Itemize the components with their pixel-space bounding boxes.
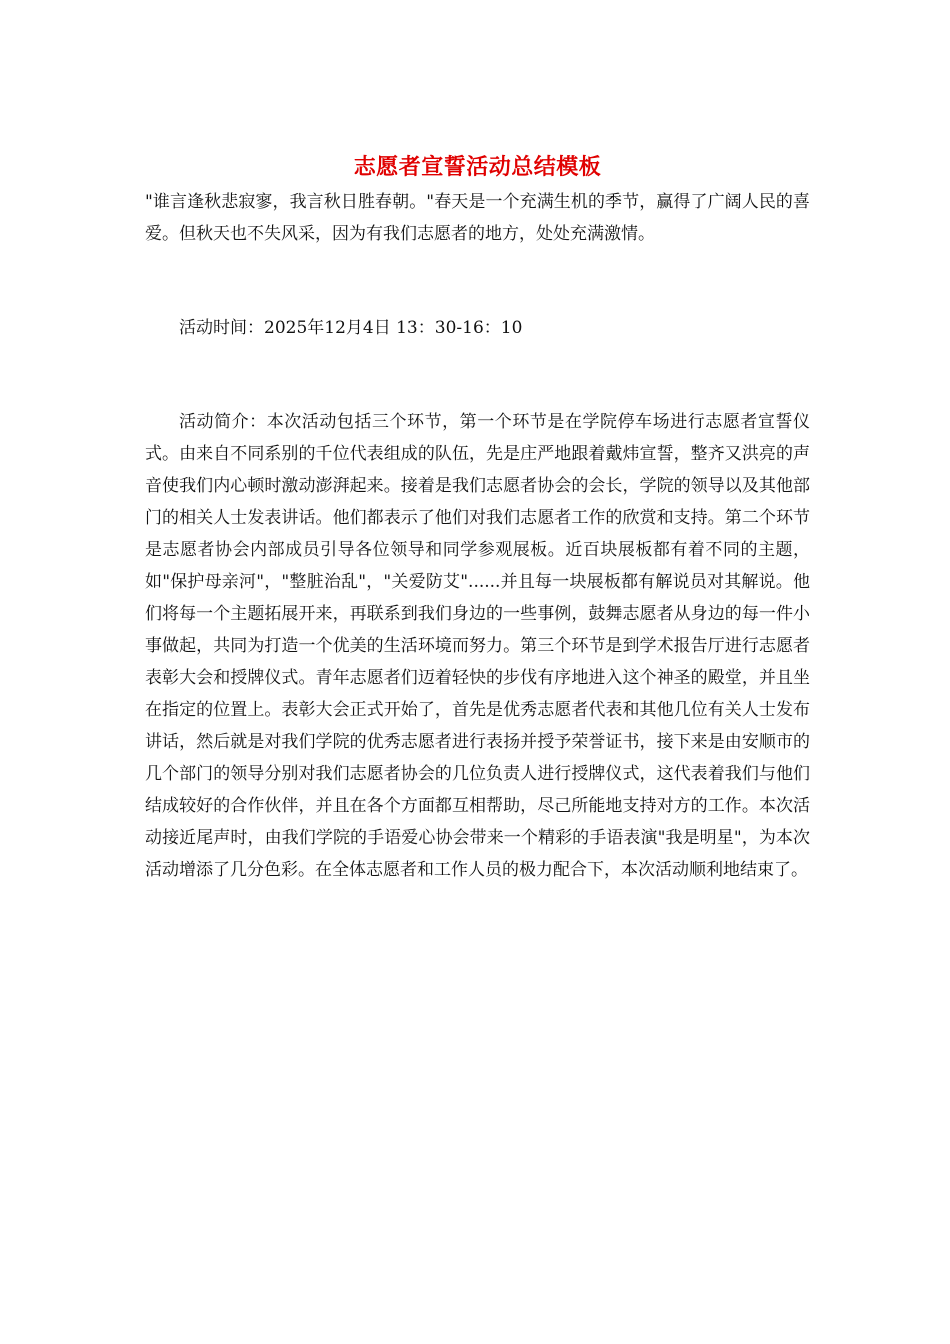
- activity-time-paragraph: 活动时间：2025年12月4日 13：30-16：10: [179, 318, 523, 338]
- intro-paragraph: "谁言逢秋悲寂寥，我言秋日胜春朝。"春天是一个充满生机的季节，赢得了广阔人民的喜爱。但秋天也不失风采，因为有我们志愿者的地方，处处充满激情。: [145, 192, 810, 244]
- document-title: 志愿者宣誓活动总结模板: [353, 154, 602, 180]
- document-page: [145, 150, 810, 886]
- activity-summary-paragraph: 活动简介：本次活动包括三个环节，第一个环节是在学院停车场进行志愿者宣誓仪式。由来自不同系别的千位代表组成的队伍，先是庄严地跟着戴炜宣誓，整齐又洪亮的声音使我们内心顿时激动澎湃起来。接着是我们志愿者协会的会长，学院的领导以及其他部门的相关人士发表讲话。他们都表示了他们对我们志愿者工作的欣赏和支持。第二个环节是志愿者协会内部成员引导各位领导和同学参观展板。近百块展板都有着不同的主题，如"保护母亲河"，"整脏治乱"，"关爱防艾"......并且每一块展板都有解说员对其解说。他们将每一个主题拓展开来，再联系到我们身边的一些事例，鼓舞志愿者从身边的每一件小事做起，共同为打造一个优美的生活环境而努力。第三个环节是到学术报告厅进行志愿者表彰大会和授牌仪式。青年志愿者们迈着轻快的步伐有序地进入这个神圣的殿堂，并且坐在指定的位置上。表彰大会正式开始了，首先是优秀志愿者代表和其他几位有关人士发布讲话，然后就是对我们学院的优秀志愿者进行表扬并授予荣誉证书，接下来是由安顺市的几个部门的领导分别对我们志愿者协会的几位负责人进行授牌仪式，这代表着我们与他们结成较好的合作伙伴，并且在各个方面都互相帮助，尽己所能地支持对方的工作。本次活动接近尾声时，由我们学院的手语爱心协会带来一个精彩的手语表演"我是明星"，为本次活动增添了几分色彩。在全体志愿者和工作人员的极力配合下，本次活动顺利地结束了。: [145, 412, 810, 880]
